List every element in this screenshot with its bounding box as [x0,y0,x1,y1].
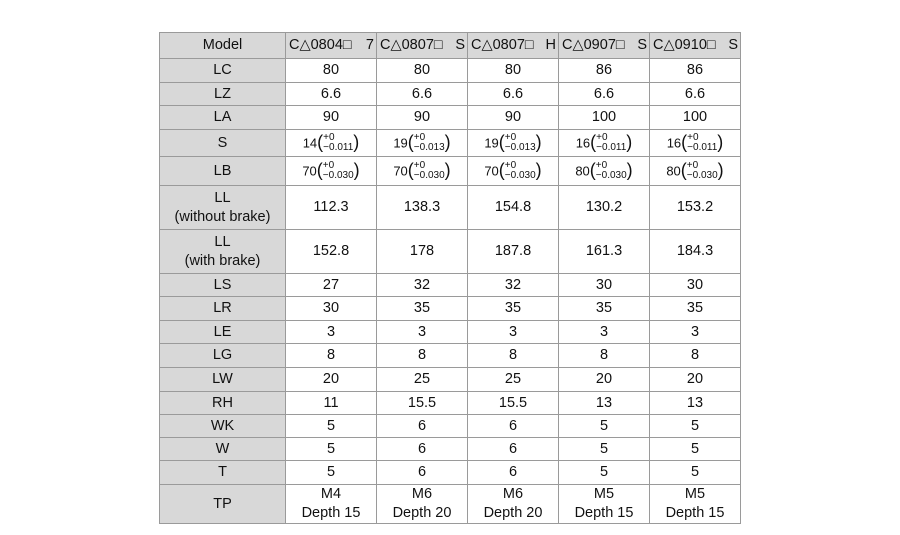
row-label [160,461,286,485]
row-label-main: TP [213,495,232,512]
nominal-value: 70 [393,163,408,179]
lower-tolerance: −0.011 [687,142,718,153]
table-cell: 100 [559,106,650,130]
row-label-main: LZ [214,85,231,102]
table-cell [650,130,741,157]
row-label [160,321,286,344]
table-cell: 8 [559,344,650,368]
tolerance-value [393,161,450,181]
cell-line-1: M6 [411,486,433,502]
table-row [160,344,741,368]
table-row [160,392,741,415]
table-cell: 6.6 [377,83,468,106]
cell-line-2: Depth 20 [483,505,543,521]
tolerance-fraction [596,133,626,153]
model-code: C△0907□ [562,37,625,53]
row-label-main: LE [213,323,232,340]
header-model-3 [468,33,559,59]
table-cell: 187.8 [468,230,559,274]
table-row [160,274,741,297]
table-cell: 8 [286,344,377,368]
row-label-sub: (without brake) [174,208,271,225]
table-cell: 35 [377,297,468,321]
header-model-text [377,36,467,55]
tolerance-fraction [414,161,445,181]
table-cell: 80 [377,59,468,83]
open-paren: ( [680,159,687,180]
model-suffix: H [545,37,556,53]
lower-tolerance: −0.030 [413,170,445,181]
table-cell: 32 [377,274,468,297]
table-cell: 184.3 [650,230,741,274]
open-paren: ( [681,131,688,152]
row-label-main: RH [212,394,233,411]
table-row [160,59,741,83]
row-label-main: LS [213,276,232,293]
table-cell: 27 [286,274,377,297]
cell-line-1: M6 [502,486,524,502]
table-cell: 5 [650,438,741,461]
open-paren: ( [590,131,597,152]
model-suffix: S [455,37,465,53]
model-suffix: S [728,37,738,53]
upper-tolerance: +0 [413,132,426,143]
table-cell: 3 [286,321,377,344]
table-cell: 112.3 [286,186,377,230]
open-paren: ( [498,131,505,152]
row-label-main: LC [213,62,232,78]
table-cell: 3 [468,321,559,344]
header-model-1 [286,33,377,59]
table-cell [377,157,468,186]
table-cell: 8 [468,344,559,368]
cell-line-1: M4 [320,486,342,502]
lower-tolerance: −0.011 [596,142,627,153]
table-cell: 32 [468,274,559,297]
table-cell: 25 [468,368,559,392]
row-label [160,274,286,297]
table-cell: 8 [377,344,468,368]
table-cell: 80 [286,59,377,83]
table-cell: 5 [559,461,650,485]
close-paren: ) [626,159,633,180]
header-model-text [650,36,740,55]
table-cell [286,130,377,157]
table-row [160,186,741,230]
table-cell: 86 [559,59,650,83]
model-code: C△0910□ [653,37,716,53]
table-cell: 3 [650,321,741,344]
nominal-value: 16 [666,135,682,151]
table-row [160,321,741,344]
header-model-text [286,36,376,55]
cell-line-2: Depth 20 [392,505,452,521]
row-label [160,83,286,106]
table-cell: 6 [468,438,559,461]
table-cell [559,130,650,157]
table-cell: 6 [377,415,468,438]
table-row [160,230,741,274]
row-label [160,415,286,438]
row-label-main: LB [213,162,232,179]
table-cell: 20 [286,368,377,392]
table-cell: 130.2 [559,186,650,230]
close-paren: ) [626,131,633,152]
close-paren: ) [535,159,542,180]
header-model-text [559,36,649,55]
table-cell: 6 [468,415,559,438]
table-cell: 6 [377,438,468,461]
header-model-4 [559,33,650,59]
table-cell: 30 [650,274,741,297]
open-paren: ( [407,131,414,152]
table-cell: 152.8 [286,230,377,274]
table-cell: 5 [650,415,741,438]
upper-tolerance: +0 [687,132,699,143]
nominal-value: 16 [575,135,591,151]
table-cell: 86 [650,59,741,83]
open-paren: ( [317,131,324,152]
table-cell: 6.6 [559,83,650,106]
nominal-value: 70 [302,163,317,179]
lower-tolerance: −0.030 [595,170,627,181]
row-label [160,230,286,274]
tolerance-value [484,161,541,181]
close-paren: ) [717,131,724,152]
table-cell [377,130,468,157]
table-row [160,106,741,130]
table-row [160,368,741,392]
table-row [160,130,741,157]
row-label-sub: (with brake) [184,252,261,269]
tolerance-fraction [505,133,536,153]
table-row [160,438,741,461]
cell-line-1: M5 [593,486,615,502]
row-label [160,344,286,368]
table-cell: 5 [286,438,377,461]
tolerance-value [667,133,724,153]
table-cell: 35 [468,297,559,321]
nominal-value: 19 [393,135,408,151]
nominal-value: 19 [484,135,499,151]
row-label-main: T [218,464,227,480]
table-cell [650,157,741,186]
header-model-text [468,36,558,55]
tolerance-fraction [505,161,536,181]
lower-tolerance: −0.030 [322,170,354,181]
table-cell: 90 [377,106,468,130]
open-paren: ( [316,159,323,180]
nominal-value: 14 [302,135,318,151]
table-cell: 6 [468,461,559,485]
table-cell [468,157,559,186]
table-cell: 3 [377,321,468,344]
table-cell: 15.5 [377,392,468,415]
header-model-5 [650,33,741,59]
upper-tolerance: +0 [322,160,335,171]
lower-tolerance: −0.030 [504,170,536,181]
table-cell [286,157,377,186]
table-cell [559,157,650,186]
tolerance-fraction [323,161,354,181]
table-cell: 6.6 [468,83,559,106]
model-suffix: 7 [365,37,374,53]
row-label-main: WK [210,417,235,434]
lower-tolerance: −0.013 [504,142,536,153]
table-cell: 20 [650,368,741,392]
cell-line-2: Depth 15 [574,505,634,521]
row-label [160,368,286,392]
table-cell: 11 [286,392,377,415]
lower-tolerance: −0.030 [686,170,718,181]
table-cell: 30 [559,274,650,297]
upper-tolerance: +0 [413,160,426,171]
table-cell: 13 [650,392,741,415]
row-label-main: LW [212,371,233,387]
open-paren: ( [498,159,505,180]
close-paren: ) [535,131,542,152]
table-cell: 5 [286,461,377,485]
table-cell: 178 [377,230,468,274]
upper-tolerance: +0 [504,132,517,143]
table-cell [468,130,559,157]
tolerance-value [576,133,633,153]
table-row [160,461,741,485]
table-row [160,485,741,524]
close-paren: ) [717,159,724,180]
cell-line-2: Depth 15 [665,505,725,521]
row-label [160,106,286,130]
row-label [160,186,286,230]
table-cell: 90 [286,106,377,130]
table-cell: 6.6 [286,83,377,106]
table-cell [286,485,377,524]
table-row [160,415,741,438]
upper-tolerance: +0 [323,132,335,143]
table-cell: 5 [286,415,377,438]
open-paren: ( [407,159,414,180]
model-code: C△0807□ [380,37,443,53]
tolerance-value [575,161,632,181]
upper-tolerance: +0 [504,160,517,171]
tolerance-fraction [687,133,717,153]
nominal-value: 80 [666,163,681,179]
cell-line-1: M5 [684,486,706,502]
row-label-main: LR [213,300,232,316]
row-label-main: LG [212,347,233,363]
table-cell: 35 [559,297,650,321]
nominal-value: 80 [575,163,590,179]
header-model-2 [377,33,468,59]
spec-table [159,32,741,524]
close-paren: ) [444,131,451,152]
header-model: Model [160,33,286,59]
model-code: C△0804□ [289,37,352,53]
table-cell [650,485,741,524]
upper-tolerance: +0 [595,160,608,171]
upper-tolerance: +0 [686,160,699,171]
table-cell: 13 [559,392,650,415]
row-label [160,392,286,415]
table-row [160,157,741,186]
upper-tolerance: +0 [596,132,608,143]
table-cell: 20 [559,368,650,392]
tolerance-value [484,133,541,153]
table-cell: 30 [286,297,377,321]
table-cell: 161.3 [559,230,650,274]
table-cell [377,485,468,524]
table-cell: 35 [650,297,741,321]
row-label [160,297,286,321]
tolerance-fraction [323,133,353,153]
table-cell: 80 [468,59,559,83]
table-cell [468,485,559,524]
table-cell: 25 [377,368,468,392]
table-cell: 153.2 [650,186,741,230]
header-row [160,33,741,59]
tolerance-value [393,133,450,153]
close-paren: ) [444,159,451,180]
close-paren: ) [353,131,360,152]
table-cell: 138.3 [377,186,468,230]
tolerance-fraction [596,161,627,181]
table-cell: 15.5 [468,392,559,415]
tolerance-value [666,161,723,181]
close-paren: ) [353,159,360,180]
tolerance-fraction [687,161,718,181]
table-cell: 5 [650,461,741,485]
table-cell: 5 [559,415,650,438]
model-suffix: S [637,37,647,53]
table-cell: 5 [559,438,650,461]
row-label [160,59,286,83]
row-label-main: LL [214,189,231,206]
table-cell: 6.6 [650,83,741,106]
table-cell: 3 [559,321,650,344]
model-code: C△0807□ [471,37,534,53]
cell-line-2: Depth 15 [301,505,361,521]
tolerance-value [302,161,359,181]
row-label [160,485,286,524]
row-label-main: LA [213,109,232,125]
table-cell: 90 [468,106,559,130]
lower-tolerance: −0.013 [413,142,445,153]
tolerance-fraction [414,133,445,153]
table-row [160,297,741,321]
table-row [160,83,741,106]
table-cell: 100 [650,106,741,130]
table-cell [559,485,650,524]
nominal-value: 70 [484,163,499,179]
open-paren: ( [589,159,596,180]
row-label-main: W [215,440,230,457]
row-label [160,130,286,157]
row-label [160,157,286,186]
row-label-main: LL [214,233,231,250]
table-cell: 8 [650,344,741,368]
lower-tolerance: −0.011 [323,142,354,153]
tolerance-value [303,133,360,153]
table-cell: 154.8 [468,186,559,230]
row-label [160,438,286,461]
table-cell: 6 [377,461,468,485]
row-label-main: S [217,134,228,151]
